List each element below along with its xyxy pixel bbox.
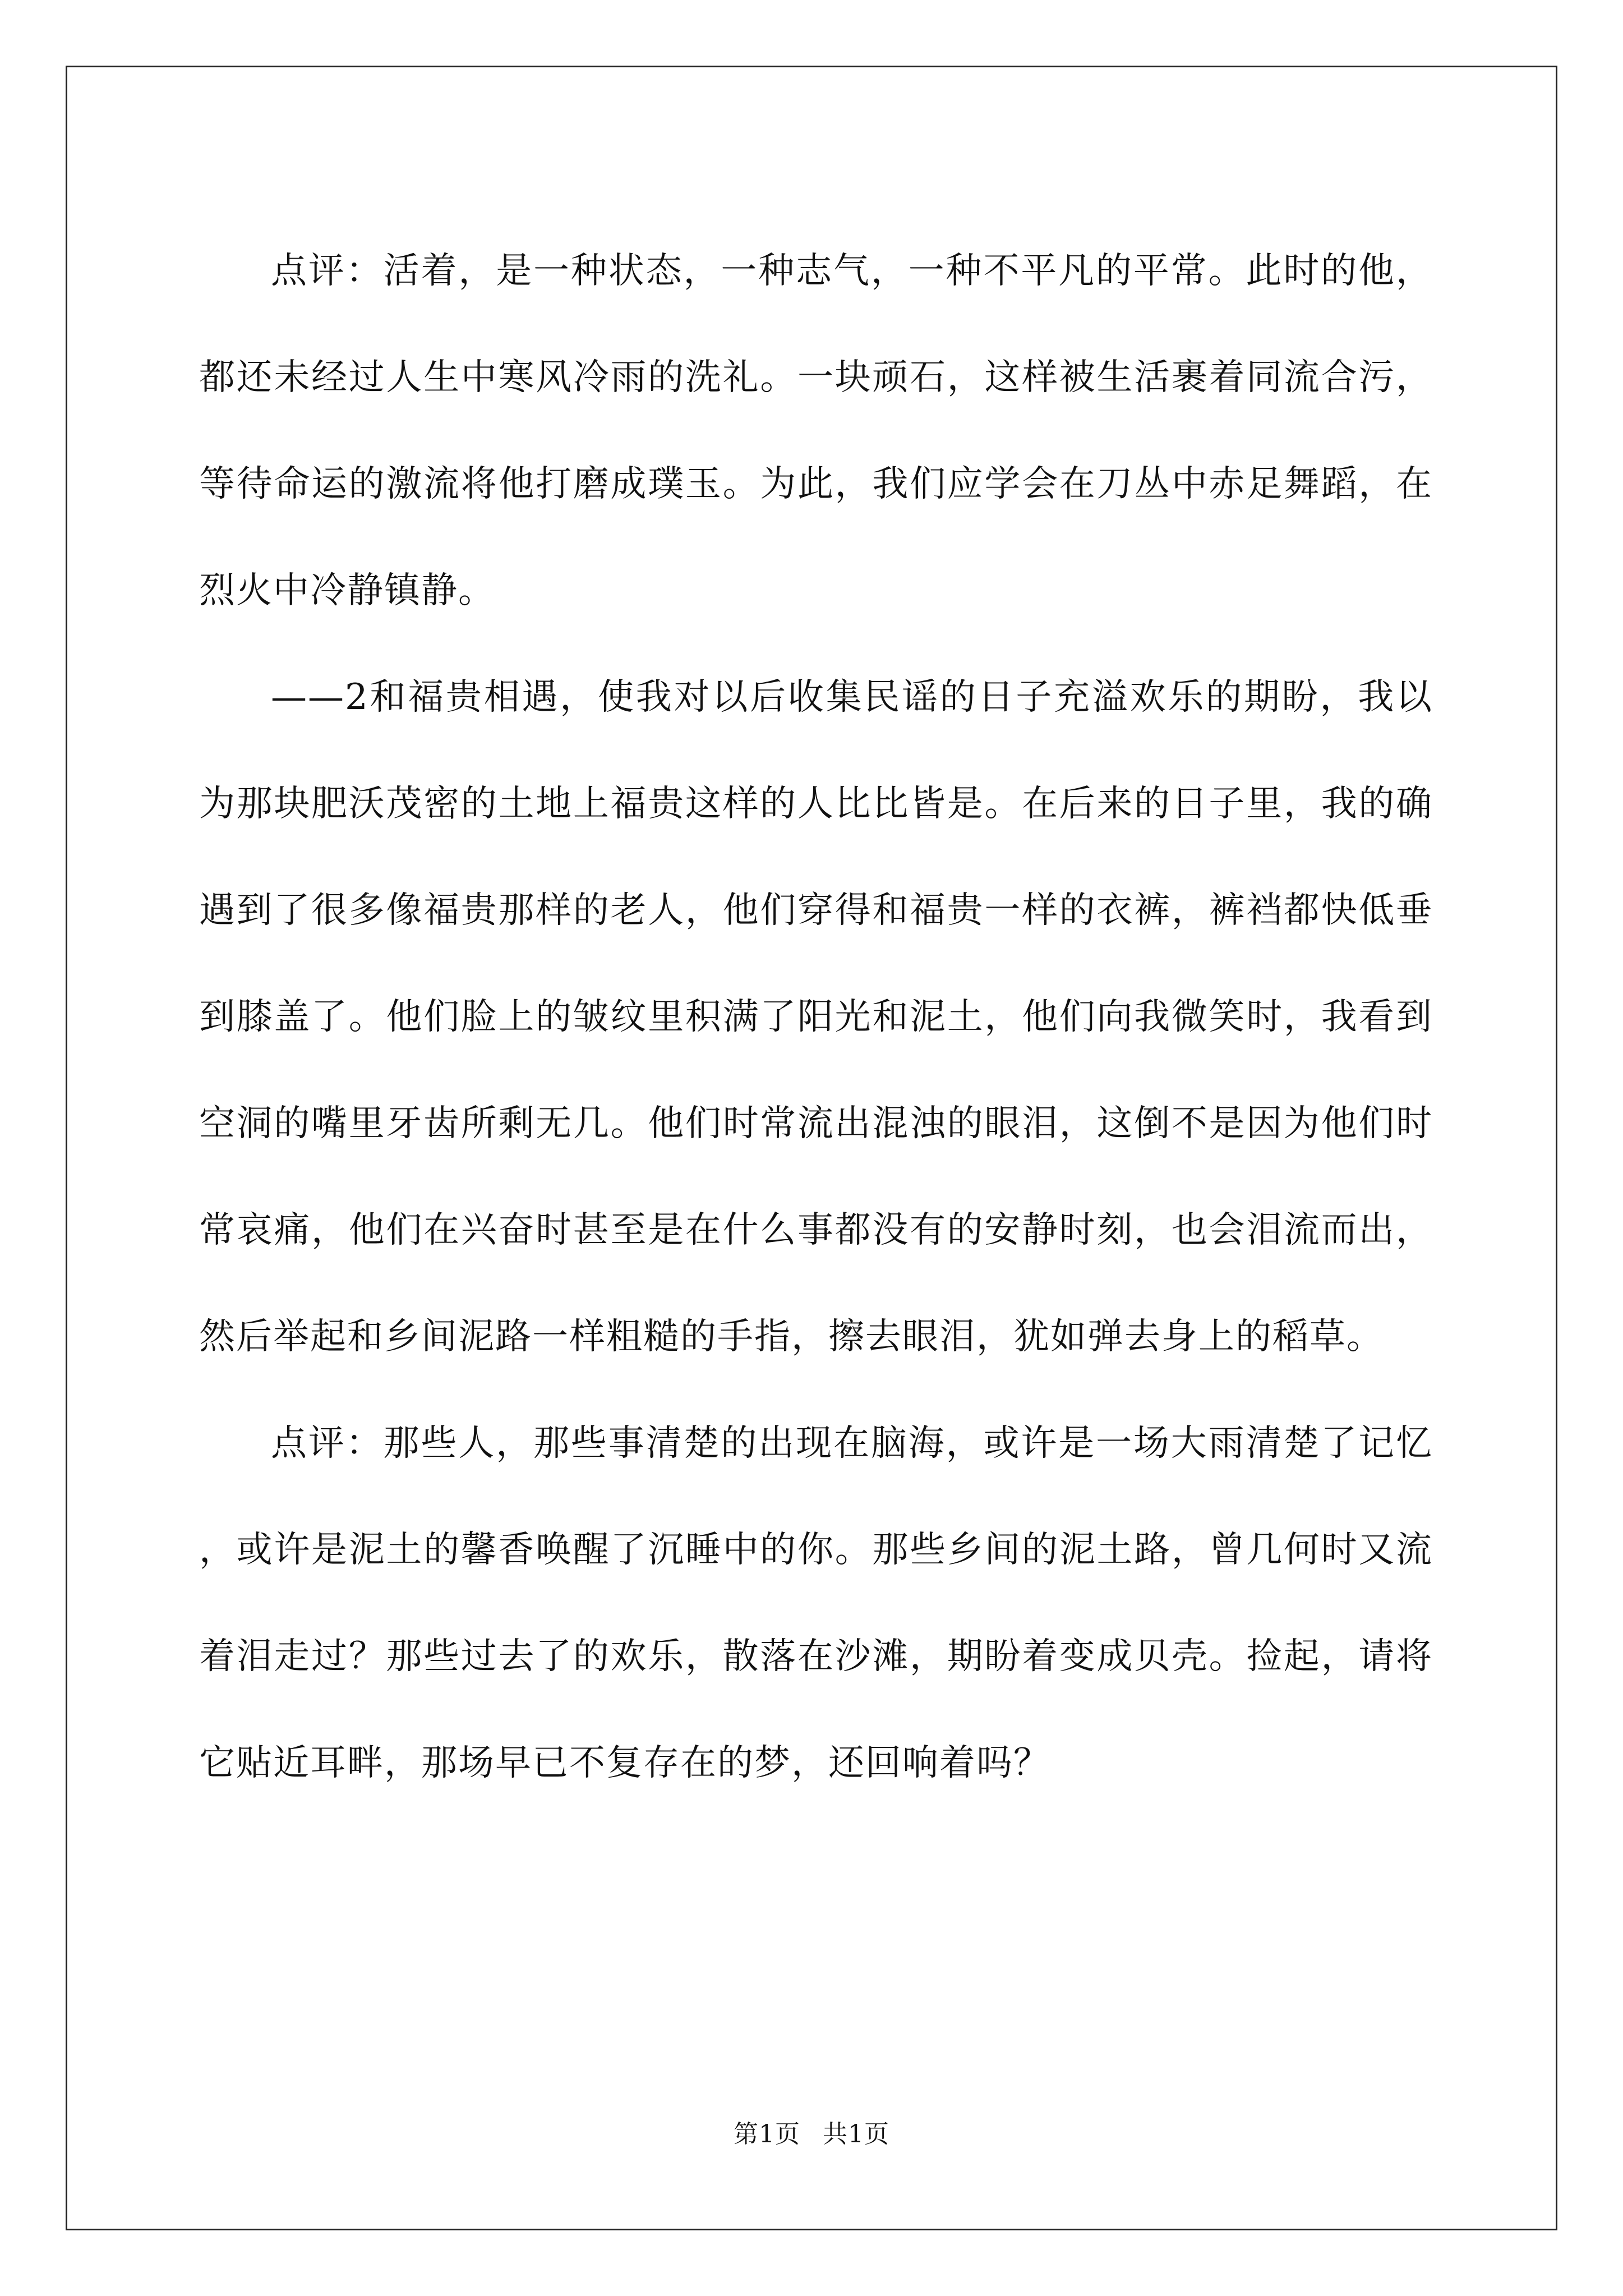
paragraph-commentary-1: 点评：活着，是一种状态，一种志气，一种不平凡的平常。此时的他，都还未经过人生中寒风冷雨的洗礼。一块顽石，这样被生活裹着同流合污，等待命运的激流将他打磨成璞玉。为此，我们应学会在刀丛中赤足舞蹈，在烈火中冷静镇静。 [199,250,1433,611]
page-number: 第1页 [734,2120,800,2148]
document-body [199,218,1433,1816]
page-footer [0,2118,1623,2151]
paragraph-commentary-2: 点评：那些人，那些事清楚的出现在脑海，或许是一场大雨清楚了记忆，或许是泥土的馨香唤醒了沉睡中的你。那些乡间的泥土路，曾几何时又流着泪走过？那些过去了的欢乐，散落在沙滩，期盼着变成贝壳。捡起，请将它贴近耳畔，那场早已不复存在的梦，还回响着吗？ [199,1423,1433,1784]
page-total: 共1页 [823,2120,889,2148]
paragraph-excerpt-2: ——2和福贵相遇，使我对以后收集民谣的日子充溢欢乐的期盼，我以为那块肥沃茂密的土地上福贵这样的人比比皆是。在后来的日子里，我的确遇到了很多像福贵那样的老人，他们穿得和福贵一样的衣裤，裤裆都快低垂到膝盖了。他们脸上的皱纹里积满了阳光和泥土，他们向我微笑时，我看到空洞的嘴里牙齿所剩无几。他们时常流出混浊的眼泪，这倒不是因为他们时常哀痛，他们在兴奋时甚至是在什么事都没有的安静时刻，也会泪流而出，然后举起和乡间泥路一样粗糙的手指，擦去眼泪，犹如弹去身上的稻草。 [199,677,1433,1358]
